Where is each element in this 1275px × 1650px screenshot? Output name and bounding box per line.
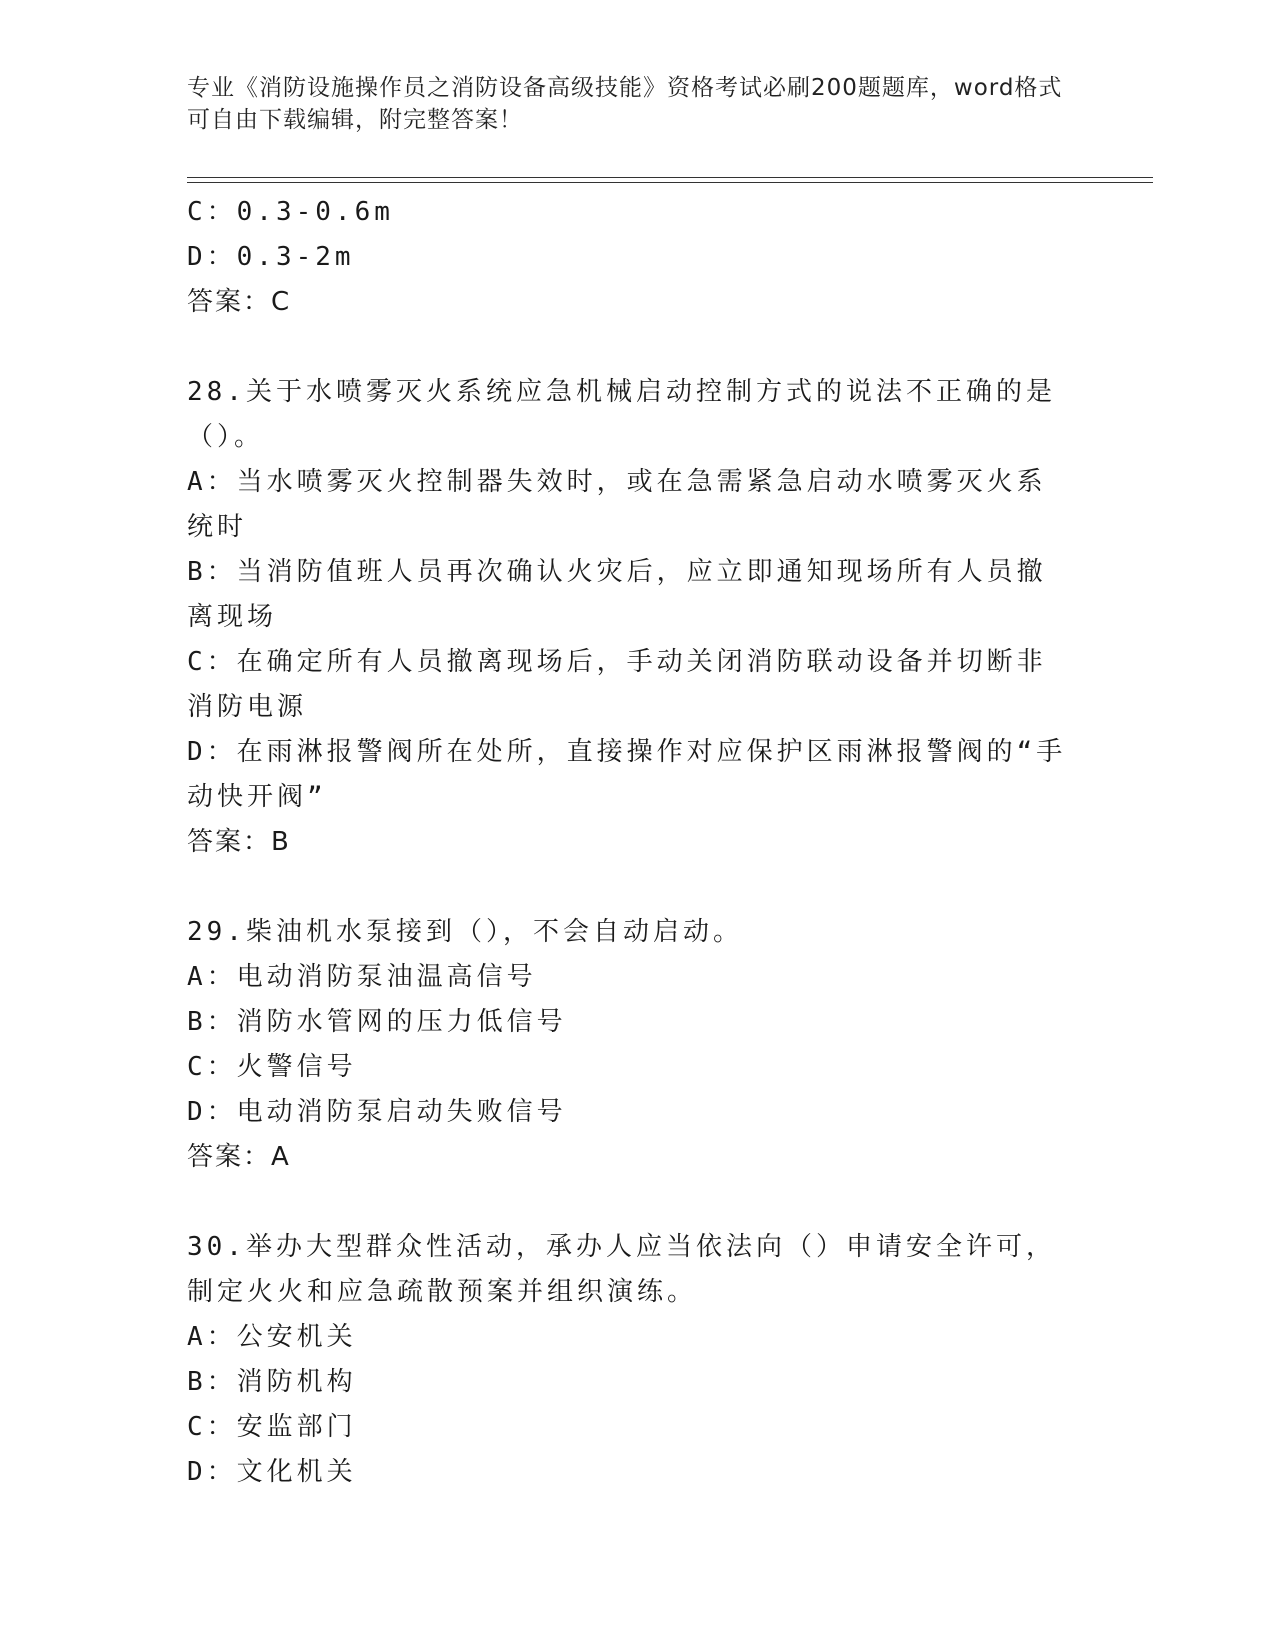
question-30 <box>187 1225 1067 1495</box>
q28-answer: 答案：B <box>187 827 291 857</box>
spacer <box>187 325 1067 370</box>
q28-stem: 28.关于水喷雾灭火系统应急机械启动控制方式的说法不正确的是（）。 <box>187 377 1056 452</box>
q30-stem: 30.举办大型群众性活动，承办人应当依法向（）申请安全许可，制定火火和应急疏散预案并组织演练。 <box>187 1232 1056 1307</box>
header-divider-top <box>187 177 1153 178</box>
spacer <box>187 865 1067 910</box>
q30-option-c: C：安监部门 <box>187 1412 357 1442</box>
document-header: 专业《消防设施操作员之消防设备高级技能》资格考试必刷200题题库，word格式可自由下载编辑，附完整答案！ <box>187 75 1063 133</box>
q27-option-c: C：0.3-0.6m <box>187 197 394 227</box>
q29-option-a: A：电动消防泵油温高信号 <box>187 962 537 992</box>
q28-option-b: B：当消防值班人员再次确认火灾后，应立即通知现场所有人员撤离现场 <box>187 557 1047 632</box>
q28-option-a: A：当水喷雾灭火控制器失效时，或在急需紧急启动水喷雾灭火系统时 <box>187 467 1047 542</box>
q28-option-d: D：在雨淋报警阀所在处所，直接操作对应保护区雨淋报警阀的“手动快开阀” <box>187 737 1067 812</box>
q29-option-d: D：电动消防泵启动失败信号 <box>187 1097 567 1127</box>
question-29 <box>187 910 1067 1180</box>
q27-option-d: D：0.3-2m <box>187 242 355 272</box>
question-27-tail <box>187 190 1067 325</box>
q27-answer: 答案：C <box>187 287 292 317</box>
q29-option-b: B：消防水管网的压力低信号 <box>187 1007 567 1037</box>
q30-option-a: A：公安机关 <box>187 1322 357 1352</box>
q29-stem: 29.柴油机水泵接到（），不会自动启动。 <box>187 917 743 947</box>
q29-option-c: C：火警信号 <box>187 1052 357 1082</box>
q29-answer: 答案：A <box>187 1142 291 1172</box>
question-list <box>187 190 1067 1495</box>
q28-option-c: C：在确定所有人员撤离现场后，手动关闭消防联动设备并切断非消防电源 <box>187 647 1047 722</box>
q30-option-d: D：文化机关 <box>187 1457 357 1487</box>
header-divider-bottom <box>187 182 1153 183</box>
spacer <box>187 1180 1067 1225</box>
q30-option-b: B：消防机构 <box>187 1367 357 1397</box>
question-28 <box>187 370 1067 865</box>
